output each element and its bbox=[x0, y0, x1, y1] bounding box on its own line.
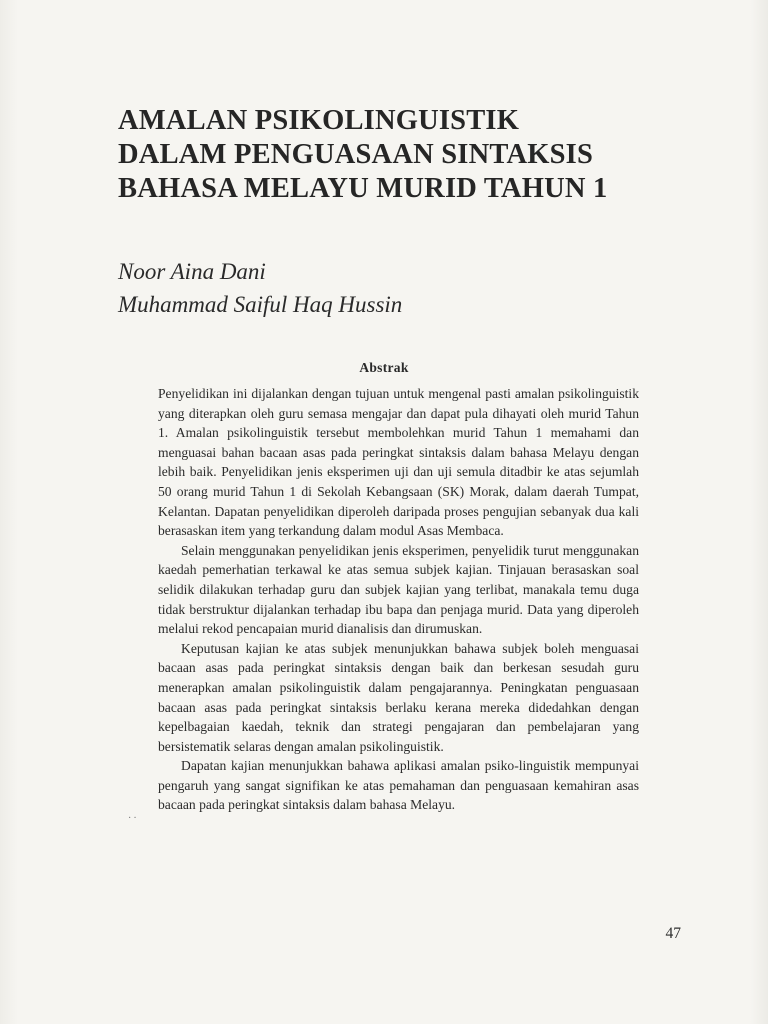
scan-speck: ·· bbox=[128, 813, 139, 824]
author-name: Noor Aina Dani bbox=[118, 259, 266, 284]
paper-title bbox=[118, 104, 718, 206]
author-list bbox=[118, 255, 402, 321]
abstract-paragraph: Dapatan kajian menunjukkan bahawa aplikasi amalan psiko-linguistik mempunyai pengaruh yang sangat signifikan ke atas pemahaman dan penguasaan kemahiran asas bacaan pada peringkat sintaksis dalam bahasa Melayu. bbox=[158, 758, 639, 813]
author-name: Muhammad Saiful Haq Hussin bbox=[118, 292, 403, 317]
abstract-paragraph: Selain menggunakan penyelidikan jenis eksperimen, penyelidik turut menggunakan kaedah pemerhatian terkawal ke atas semua subjek kajian. Tinjauan berasaskan soal selidik dilakukan terhadap guru dan subjek kajian yang terlibat, manakala temu duga tidak berstruktur dijalankan terhadap ibu bapa dan penjaga murid. Data yang diperoleh melalui rekod pencapaian murid dianalisis dan dirumuskan. bbox=[158, 542, 639, 637]
title-line-1: AMALAN PSIKOLINGUISTIK bbox=[118, 105, 520, 136]
abstract-heading: Abstrak bbox=[359, 360, 409, 375]
page-number: 47 bbox=[665, 925, 681, 942]
abstract-paragraph: Penyelidikan ini dijalankan dengan tujuan untuk mengenal pasti amalan psikolinguistik yang diterapkan oleh guru semasa mengajar dan dapat pula dihayati oleh murid Tahun 1. Amalan psikolinguistik tersebut membolehkan murid Tahun 1 memahami dan menguasai bahan bacaan asas pada peringkat sintaksis dalam bahasa Melayu dengan lebih baik. Penyelidikan jenis eksperimen uji dan uji semula ditadbir ke atas sejumlah 50 orang murid Tahun 1 di Sekolah Kebangsaan (SK) Morak, dalam daerah Tumpat, Kelantan. Dapatan penyelidikan diperoleh daripada proses pengujian sebanyak dua kali berasaskan item yang terkandung dalam modul Asas Membaca. bbox=[158, 386, 639, 539]
title-line-3: BAHASA MELAYU MURID TAHUN 1 bbox=[118, 173, 608, 204]
title-line-2: DALAM PENGUASAAN SINTAKSIS bbox=[118, 139, 593, 170]
abstract-paragraph: Keputusan kajian ke atas subjek menunjukkan bahawa subjek boleh menguasai bacaan asas pada peringkat sintaksis dengan baik dan berkesan sesudah guru menerapkan amalan psikolinguistik dalam pengajarannya. Peningkatan penguasaan bacaan asas pada peringkat sintaksis berlaku kerana mereka didedahkan dengan kepelbagaian kaedah, teknik dan strategi pengajaran dan pembelajaran yang bersistematik selaras dengan amalan psikolinguistik. bbox=[158, 640, 639, 754]
abstract-body bbox=[158, 384, 639, 815]
